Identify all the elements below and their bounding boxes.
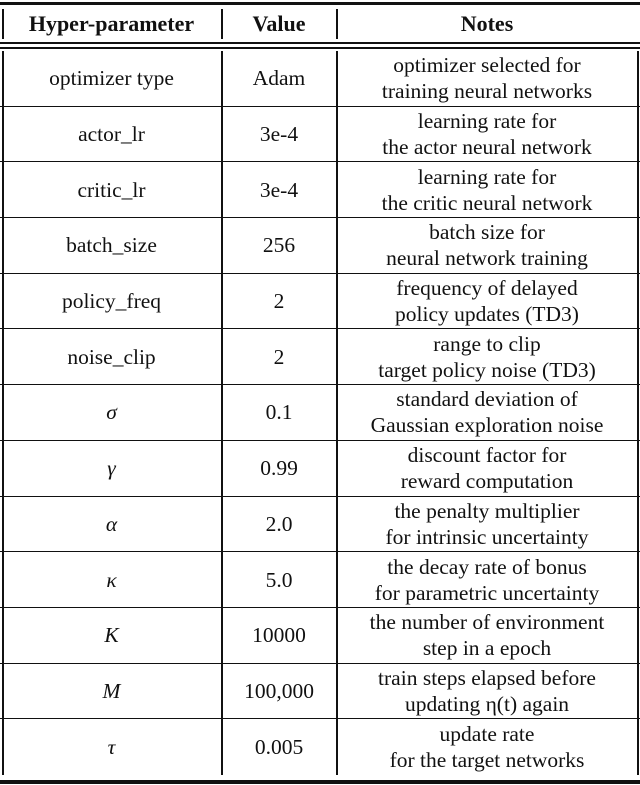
note-line-1: learning rate for bbox=[417, 109, 557, 134]
param-value: Adam bbox=[252, 66, 306, 91]
table-body bbox=[0, 51, 640, 775]
note-line-2: updating η(t) again bbox=[404, 691, 570, 716]
note-line-1: range to clip bbox=[433, 331, 541, 356]
param-notes bbox=[337, 497, 637, 552]
note-line-1: optimizer selected for bbox=[393, 53, 581, 78]
param-name: optimizer type bbox=[49, 66, 174, 91]
note-line-1: standard deviation of bbox=[396, 387, 578, 412]
param-notes bbox=[337, 719, 637, 775]
note-line-2: for the target networks bbox=[389, 748, 585, 773]
table-row bbox=[0, 218, 640, 274]
table-header bbox=[0, 5, 640, 42]
param-name: K bbox=[104, 623, 119, 648]
param-value: 5.0 bbox=[265, 567, 293, 592]
note-line-1: frequency of delayed bbox=[396, 276, 578, 301]
header-left-border bbox=[2, 9, 4, 39]
table-row bbox=[0, 162, 640, 218]
param-name: critic_lr bbox=[77, 177, 146, 202]
note-line-1: learning rate for bbox=[417, 164, 557, 189]
header-rule-upper bbox=[0, 42, 640, 44]
param-value: 2 bbox=[273, 289, 285, 314]
param-value: 0.005 bbox=[254, 735, 304, 760]
param-value: 2.0 bbox=[265, 511, 293, 536]
param-value: 3e-4 bbox=[259, 177, 299, 202]
param-value: 100,000 bbox=[244, 678, 314, 703]
param-notes bbox=[337, 218, 637, 273]
table-row bbox=[0, 51, 640, 107]
param-notes bbox=[337, 329, 637, 384]
param-name: α bbox=[105, 511, 118, 536]
table-row bbox=[0, 497, 640, 553]
param-name: γ bbox=[107, 456, 116, 481]
param-notes bbox=[337, 664, 637, 719]
note-line-1: train steps elapsed before bbox=[378, 665, 596, 690]
note-line-2: neural network training bbox=[386, 246, 588, 271]
table-row bbox=[0, 385, 640, 441]
header-notes: Notes bbox=[460, 10, 514, 36]
header-hyper-parameter: Hyper-parameter bbox=[28, 10, 195, 36]
param-name: σ bbox=[106, 400, 117, 425]
param-name: actor_lr bbox=[78, 122, 145, 147]
table-row bbox=[0, 552, 640, 608]
note-line-2: the actor neural network bbox=[382, 135, 592, 160]
table-row bbox=[0, 664, 640, 720]
note-line-1: the decay rate of bonus bbox=[387, 554, 587, 579]
param-notes bbox=[337, 608, 637, 663]
param-name: M bbox=[102, 678, 121, 703]
header-divider-1 bbox=[221, 9, 223, 39]
param-value: 256 bbox=[262, 233, 296, 258]
note-line-1: discount factor for bbox=[407, 443, 567, 468]
param-value: 0.99 bbox=[260, 456, 298, 481]
table-row bbox=[0, 274, 640, 330]
note-line-2: Gaussian exploration noise bbox=[370, 413, 604, 438]
note-line-1: update rate bbox=[439, 722, 535, 747]
param-notes bbox=[337, 51, 637, 106]
note-line-1: the number of environment bbox=[369, 610, 605, 635]
param-name: κ bbox=[106, 567, 117, 592]
table-row bbox=[0, 107, 640, 163]
param-value: 0.1 bbox=[265, 400, 293, 425]
header-value: Value bbox=[252, 10, 306, 36]
table-row bbox=[0, 719, 640, 775]
param-name: τ bbox=[107, 735, 116, 760]
note-line-2: target policy noise (TD3) bbox=[378, 357, 596, 382]
param-notes bbox=[337, 107, 637, 162]
note-line-2: step in a epoch bbox=[422, 636, 552, 661]
note-line-1: batch size for bbox=[429, 220, 545, 245]
note-line-2: for parametric uncertainty bbox=[374, 580, 600, 605]
param-value: 10000 bbox=[252, 623, 306, 648]
param-name: noise_clip bbox=[67, 344, 156, 369]
note-line-2: training neural networks bbox=[381, 79, 593, 104]
note-line-2: for intrinsic uncertainty bbox=[385, 524, 589, 549]
note-line-2: policy updates (TD3) bbox=[395, 302, 579, 327]
param-notes bbox=[337, 552, 637, 607]
header-divider-2 bbox=[336, 9, 338, 39]
header-rule-lower bbox=[0, 47, 640, 49]
param-name: batch_size bbox=[66, 233, 157, 258]
note-line-2: the critic neural network bbox=[381, 190, 593, 215]
param-value: 3e-4 bbox=[259, 122, 299, 147]
param-value: 2 bbox=[273, 344, 285, 369]
param-name: policy_freq bbox=[61, 289, 162, 314]
param-notes bbox=[337, 162, 637, 217]
note-line-1: the penalty multiplier bbox=[394, 498, 580, 523]
table-row bbox=[0, 608, 640, 664]
param-notes bbox=[337, 441, 637, 496]
bottom-rule bbox=[0, 780, 640, 784]
param-notes bbox=[337, 385, 637, 440]
note-line-2: reward computation bbox=[400, 469, 574, 494]
table-row bbox=[0, 441, 640, 497]
table-row bbox=[0, 329, 640, 385]
param-notes bbox=[337, 274, 637, 329]
